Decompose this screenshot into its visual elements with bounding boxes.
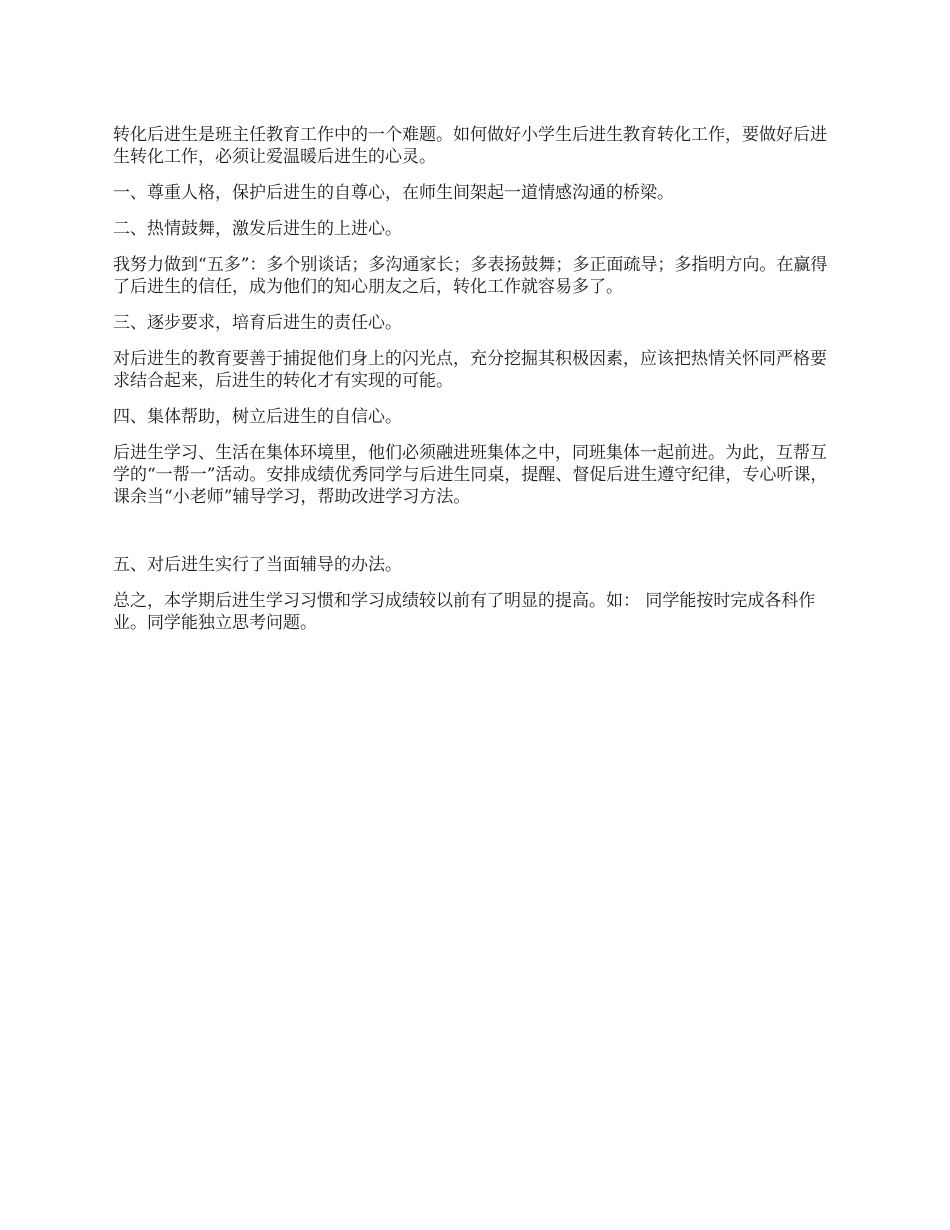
document-body	[113, 124, 843, 634]
intro-paragraph: 转化后进生是班主任教育工作中的一个难题。如何做好小学生后进生教育转化工作，要做好后进生转化工作，必须让爱温暖后进生的心灵。	[113, 125, 827, 167]
section-heading-5: 五、对后进生实行了当面辅导的办法。	[113, 555, 402, 575]
section-body-3: 对后进生的教育要善于捕捉他们身上的闪光点，充分挖掘其积极因素，应该把热情关怀同严格要求结合起来，后进生的转化才有实现的可能。	[113, 349, 827, 391]
section-heading-3: 三、逐步要求，培育后进生的责任心。	[113, 313, 402, 333]
section-heading-2: 二、热情鼓舞，激发后进生的上进心。	[113, 219, 402, 239]
conclusion-paragraph: 总之，本学期后进生学习习惯和学习成绩较以前有了明显的提高。如： 同学能按时完成各科作业。同学能独立思考问题。	[113, 591, 816, 633]
section-body-4: 后进生学习、生活在集体环境里，他们必须融进班集体之中，同班集体一起前进。为此，互帮互学的“一帮一”活动。安排成绩优秀同学与后进生同桌，提醒、督促后进生遵守纪律，专心听课，课余当“小老师”辅导学习，帮助改进学习方法。	[113, 443, 828, 507]
section-heading-4: 四、集体帮助，树立后进生的自信心。	[113, 407, 402, 427]
section-heading-1: 一、尊重人格，保护后进生的自尊心，在师生间架起一道情感沟通的桥梁。	[113, 183, 674, 203]
section-body-2: 我努力做到“五多”：多个别谈话；多沟通家长；多表扬鼓舞；多正面疏导；多指明方向。在赢得了后进生的信任，成为他们的知心朋友之后，转化工作就容易多了。	[113, 255, 828, 297]
